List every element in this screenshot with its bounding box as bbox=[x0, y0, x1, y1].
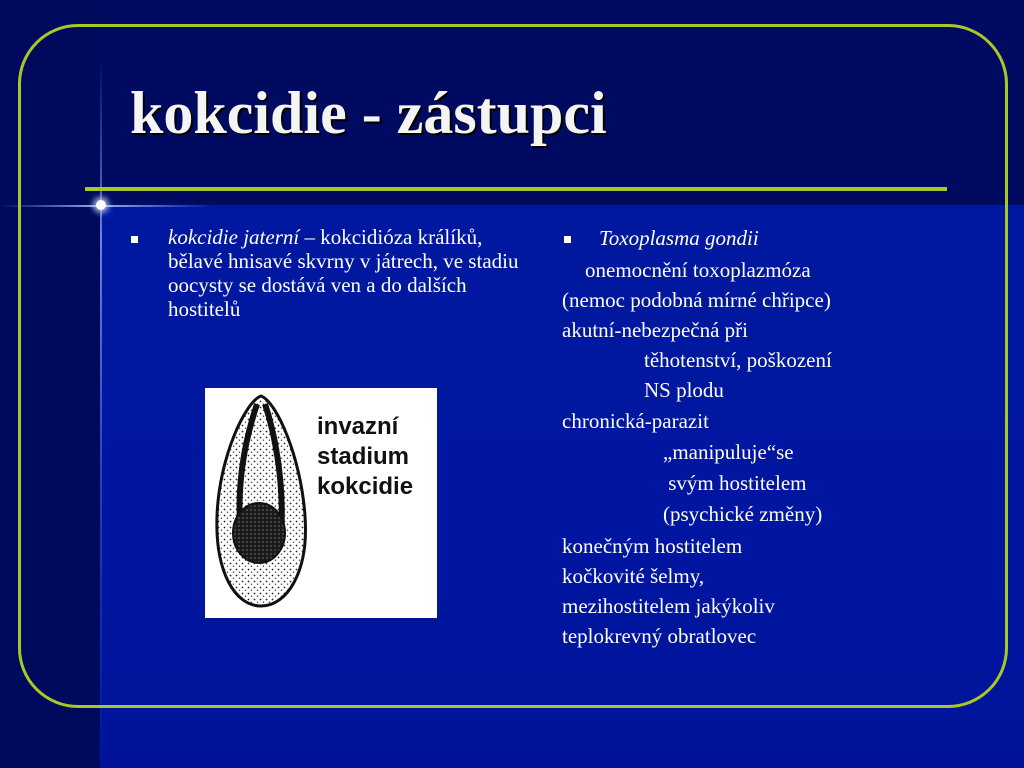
right-line: akutní-nebezpečná při bbox=[562, 318, 748, 342]
right-line: konečným hostitelem bbox=[562, 534, 743, 558]
left-bullet-text bbox=[168, 225, 530, 321]
figure-label-line: invazní bbox=[317, 413, 399, 440]
right-line: svým hostitelem bbox=[663, 471, 807, 495]
figure-label-line: stadium bbox=[317, 443, 410, 470]
right-heading: Toxoplasma gondii bbox=[599, 226, 759, 250]
right-line: NS plodu bbox=[644, 378, 724, 402]
right-line: mezihostitelem jakýkoliv bbox=[562, 594, 775, 618]
right-line: chronická-parazit bbox=[562, 409, 709, 433]
figure-label-line: kokcidie bbox=[317, 473, 414, 500]
right-line: kočkovité šelmy, bbox=[562, 564, 705, 588]
title-underline bbox=[85, 187, 947, 191]
bullet-square-icon bbox=[131, 236, 138, 243]
right-line: (psychické změny) bbox=[663, 502, 823, 526]
slide-title: kokcidie - zástupci bbox=[130, 80, 607, 146]
nucleus bbox=[233, 503, 285, 563]
right-line: „manipuluje“se bbox=[663, 440, 794, 464]
right-line: teplokrevný obratlovec bbox=[562, 624, 757, 648]
right-line: těhotenství, poškození bbox=[644, 348, 832, 372]
bullet-square-icon bbox=[564, 236, 571, 243]
coccidia-stage-figure bbox=[205, 388, 437, 618]
figure-labels bbox=[317, 412, 435, 502]
left-term: kokcidie jaterní bbox=[168, 225, 300, 249]
left-description: – kokcidióza králíků, bělavé hnisavé skvrny v játrech, ve stadiu oocysty se dostává ven a do dalších hostitelů bbox=[168, 225, 519, 321]
right-line: onemocnění toxoplazmóza bbox=[585, 258, 811, 282]
cell-outline bbox=[217, 396, 306, 606]
right-line: (nemoc podobná mírné chřipce) bbox=[562, 288, 831, 312]
